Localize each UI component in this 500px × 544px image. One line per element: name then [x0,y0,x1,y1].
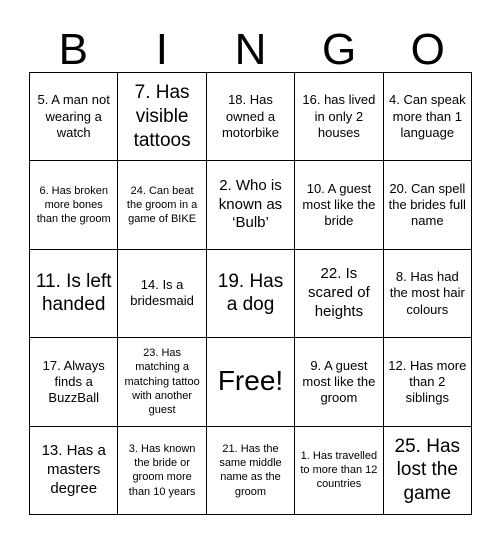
cell-text: 5. A man not wearing a watch [37,92,110,140]
header-letter-o: O [410,25,445,74]
bingo-cell[interactable] [384,427,472,515]
bingo-cell[interactable] [207,161,295,249]
bingo-cell[interactable] [30,73,118,161]
cell-text: 13. Has a masters degree [41,442,106,497]
cell-text: Free! [217,365,284,397]
bingo-cell[interactable] [384,161,472,249]
free-space-cell[interactable] [207,338,295,426]
bingo-cell[interactable] [30,338,118,426]
bingo-cell[interactable] [118,427,206,515]
cell-text: 4. Can speak more than 1 language [388,92,466,140]
bingo-cell[interactable] [207,250,295,338]
header-letter-b: B [58,25,88,74]
cell-text: 10. A guest most like the bride [302,180,376,229]
bingo-board [29,72,472,515]
cell-text: 14. Is a bridesmaid [130,277,194,309]
bingo-cell[interactable] [295,338,383,426]
bingo-cell[interactable] [295,161,383,249]
header-letter-n: N [234,25,267,74]
bingo-cell[interactable] [118,161,206,249]
cell-text: 25. Has lost the game [394,435,461,505]
bingo-cell[interactable] [384,250,472,338]
cell-text: 8. Has had the most hair colours [389,269,465,317]
bingo-cell[interactable] [295,73,383,161]
cell-text: 24. Can beat the groom in a game of BIKE [126,184,198,226]
cell-text: 9. A guest most like the groom [302,357,376,406]
cell-text: 18. Has owned a motorbike [221,92,280,140]
cell-text: 20. Can spell the brides full name [388,180,466,229]
cell-text: 19. Has a dog [217,270,284,316]
cell-text: 22. Is scared of heights [308,265,370,320]
bingo-cell[interactable] [207,427,295,515]
bingo-cell[interactable] [118,250,206,338]
header-letter-i: I [155,25,168,74]
cell-text: 2. Who is known as ‘Bulb’ [218,176,283,232]
bingo-cell[interactable] [384,338,472,426]
bingo-cell[interactable] [295,250,383,338]
cell-text: 7. Has visible tattoos [133,82,191,151]
cell-text: 3. Has known the bride or groom more than 10 years [128,442,196,498]
bingo-cell[interactable] [30,250,118,338]
cell-text: 16. has lived in only 2 houses [302,92,376,140]
header-letter-g: G [321,25,357,74]
cell-text: 6. Has broken more bones than the groom [36,184,111,226]
bingo-cell[interactable] [207,73,295,161]
bingo-cell[interactable] [118,338,206,426]
bingo-cell[interactable] [118,73,206,161]
cell-text: 17. Always finds a BuzzBall [42,357,105,406]
cell-text: 11. Is left handed [35,270,112,316]
bingo-cell[interactable] [30,161,118,249]
bingo-cell[interactable] [295,427,383,515]
cell-text: 23. Has matching a matching tattoo with another guest [124,347,200,417]
bingo-cell[interactable] [384,73,472,161]
cell-text: 12. Has more than 2 siblings [388,357,467,406]
cell-text: 21. Has the same middle name as the groom [219,442,282,498]
cell-text: 1. Has travelled to more than 12 countries [300,449,378,491]
bingo-cell[interactable] [30,427,118,515]
